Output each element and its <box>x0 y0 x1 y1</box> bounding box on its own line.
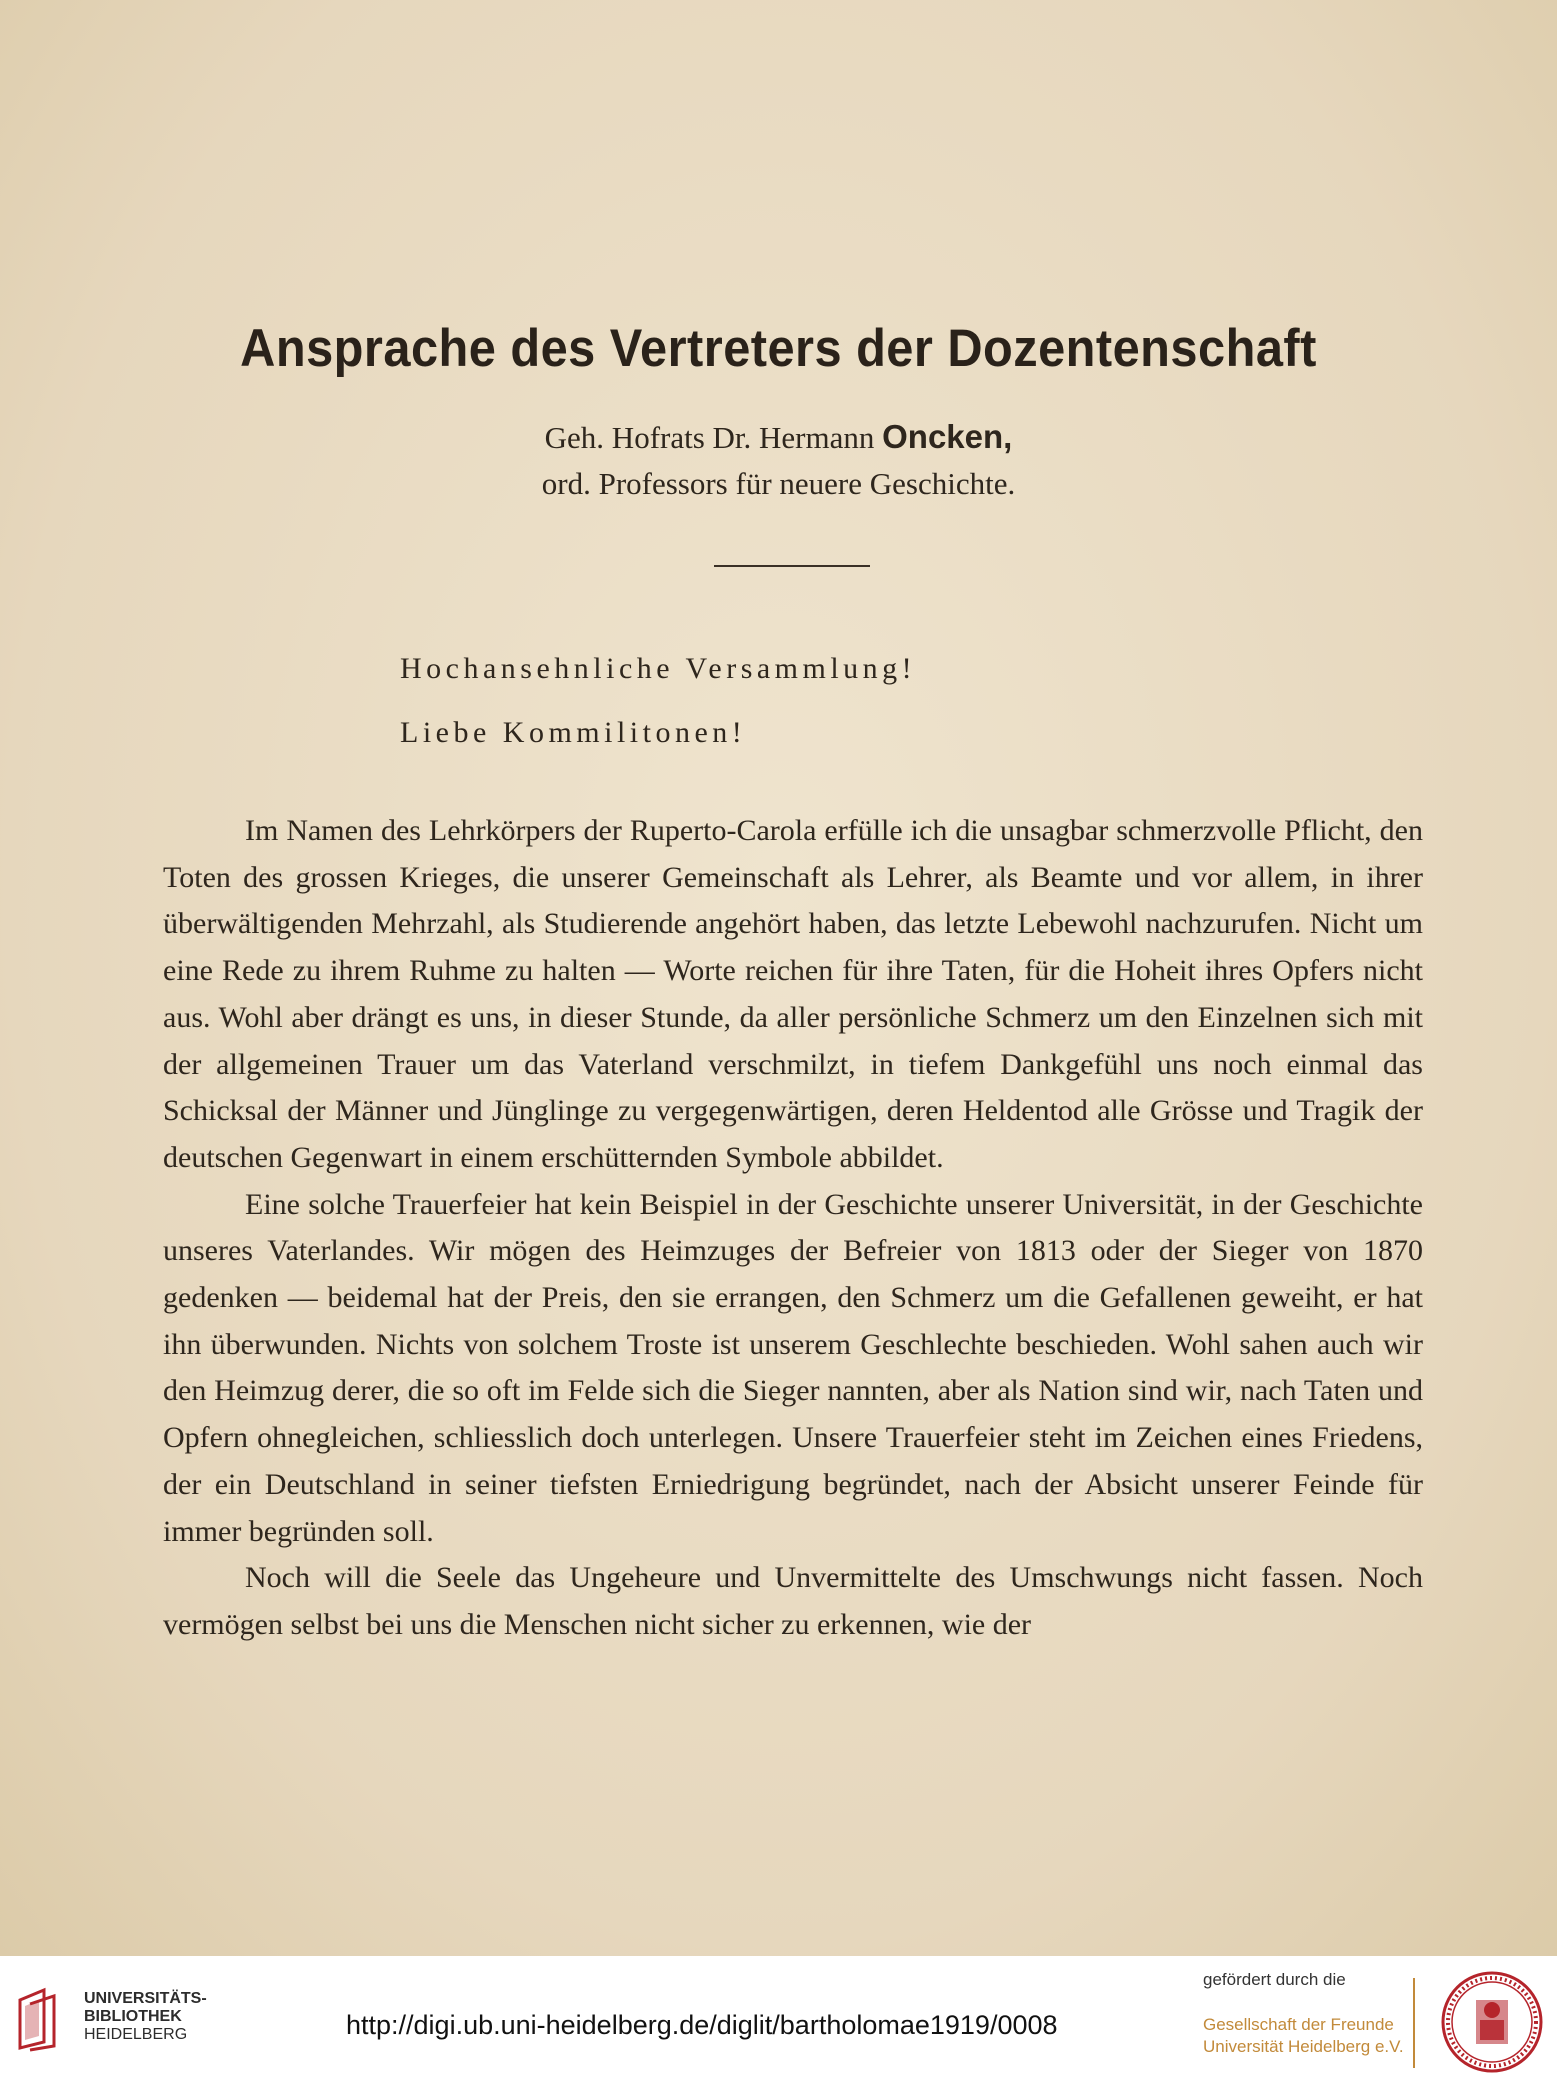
greeting-students: Liebe Kommilitonen! <box>400 716 747 749</box>
paragraph: Im Namen des Lehrkörpers der Ruperto-Carola erfülle ich die unsagbar schmerzvolle Pflicht, den Toten des grossen Krieges, die unserer Gemeinschaft als Lehrer, als Beamte und vor allem, in ihrer überwältigenden Mehrzahl, als Studierende angehört haben, das letzte Lebewohl nachzurufen. Nicht um eine Rede zu ihrem Ruhme zu halten — Worte reichen für ihre Taten, für die Hoheit ihres Opfers nicht aus. Wohl aber drängt es uns, in dieser Stunde, da aller persönliche Schmerz um den Einzelnen sich mit der allgemeinen Trauer um das Vaterland verschmilzt, in tiefem Dankgefühl uns noch einmal das Schicksal der Männer und Jünglinge zu vergegenwärtigen, deren Heldentod alle Grösse und Tragik der deutschen Gegenwart in einem erschütternden Symbole abbildet. <box>163 814 1423 1174</box>
university-seal-icon <box>1440 1970 1544 2074</box>
university-library-logo-icon <box>16 1986 58 2052</box>
library-name: UNIVERSITÄTS- BIBLIOTHEK HEIDELBERG <box>84 1990 207 2043</box>
speech-body <box>163 808 1423 1649</box>
permalink-url[interactable]: http://digi.ub.uni-heidelberg.de/diglit/bartholomae1919/0008 <box>346 2010 1058 2040</box>
author-name: Oncken, <box>882 418 1013 455</box>
paragraph: Eine solche Trauerfeier hat kein Beispiel in der Geschichte unserer Universität, in der Geschichte unseres Vaterlandes. Wir mögen des Heimzuges der Befreier von 1813 oder der Sieger von 1870 gedenken — beidemal hat der Preis, den sie errangen, den Schmerz um die Gefallenen geweiht, er hat ihn überwunden. Nichts von solchem Troste ist unserem Geschlechte beschieden. Wohl sahen auch wir den Heimzug derer, die so oft im Felde sich die Sieger nannten, aber als Nation sind wir, nach Taten und Opfern ohnegleichen, schliesslich doch unterlegen. Unsere Trauerfeier steht im Zeichen eines Friedens, der ein Deutschland in seiner tiefsten Erniedrigung begründet, nach der Absicht unserer Feinde für immer begründen soll. <box>163 1187 1423 1548</box>
society-name: Gesellschaft der Freunde Universität Heidelberg e.V. <box>1203 2015 1404 2056</box>
footer-divider <box>1413 1978 1415 2068</box>
author-line <box>0 418 1557 456</box>
author-prefix: Geh. Hofrats Dr. Hermann <box>544 420 883 455</box>
divider <box>714 565 870 567</box>
funded-by-label: gefördert durch die <box>1203 1970 1346 1989</box>
page-title: Ansprache des Vertreters der Dozentenschaft <box>240 319 1317 378</box>
paragraph: Noch will die Seele das Ungeheure und Unvermittelte des Umschwungs nicht fassen. Noch vermögen selbst bei uns die Menschen nicht sicher zu erkennen, wie der <box>163 1561 1423 1641</box>
greeting-assembly: Hochansehnliche Versammlung! <box>400 652 917 685</box>
author-position: ord. Professors für neuere Geschichte. <box>541 466 1016 501</box>
footer-bar <box>0 1956 1557 2084</box>
